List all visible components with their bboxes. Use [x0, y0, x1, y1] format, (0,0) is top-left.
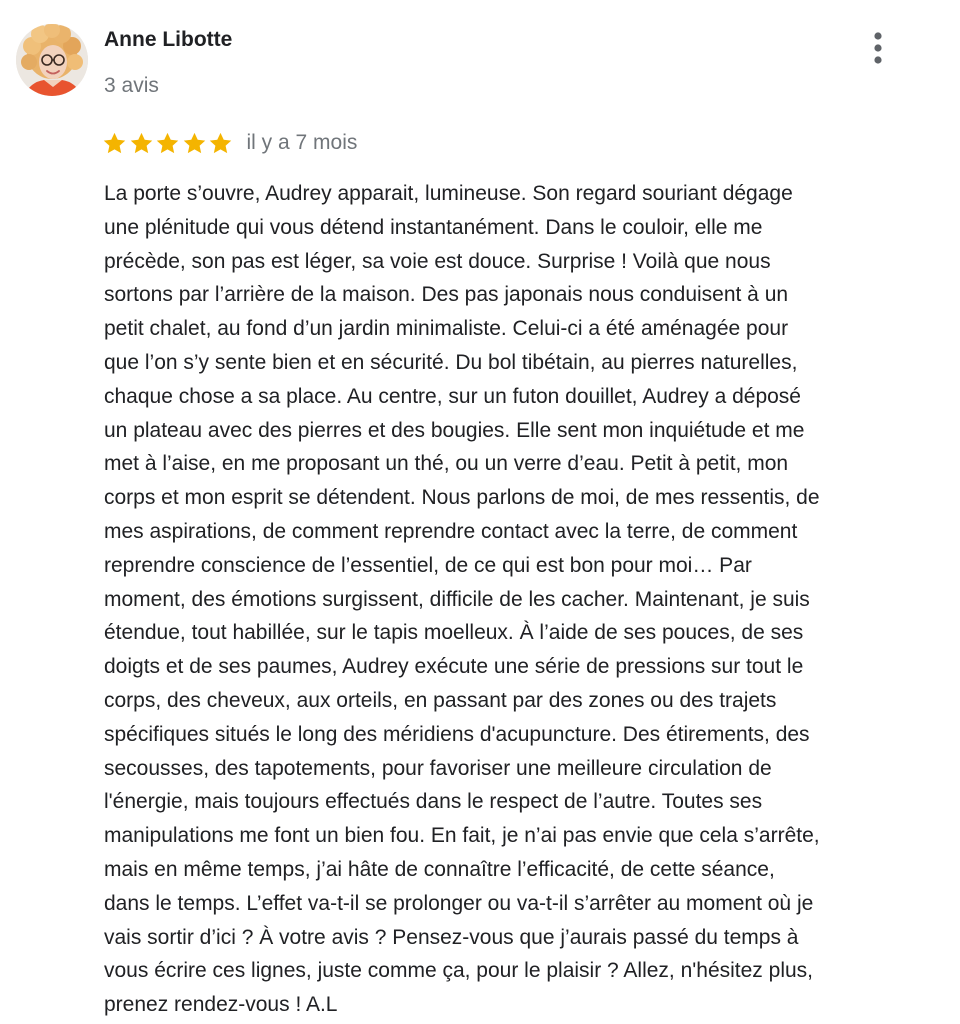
more-options-button[interactable]: [860, 28, 896, 68]
more-vertical-icon: [873, 31, 883, 65]
star-icon: [102, 131, 127, 156]
author-name[interactable]: Anne Libotte: [104, 28, 233, 51]
author-review-count[interactable]: 3 avis: [104, 74, 159, 97]
star-icon: [129, 131, 154, 156]
avatar-photo: [16, 24, 88, 96]
author-avatar[interactable]: [16, 24, 88, 96]
star-icon: [155, 131, 180, 156]
star-rating: [102, 131, 235, 156]
star-icon: [208, 131, 233, 156]
star-icon: [182, 131, 207, 156]
review-date: il y a 7 mois: [246, 131, 358, 154]
rating-row: [102, 128, 357, 158]
review-text: La porte s’ouvre, Audrey apparait, lumineuse. Son regard souriant dégage une plénitude qui vous détend instantanément. Dans le couloir, elle me précède, son pas est léger, sa voie est douce. Surprise ! Voilà que nous sortons par l’arrière de la maison. Des pas japonais nous conduisent à un petit chalet, au fond d’un jardin minimaliste. Celui-ci a été aménagée pour que l’on s’y sente bien et en sécurité. Du bol tibétain, au pierres naturelles, chaque chose a sa place. Au centre, sur un futon douillet, Audrey a déposé un plateau avec des pierres et des bougies. Elle sent mon inquiétude et me met à l’aise, en me proposant un thé, ou un verre d’eau. Petit à petit, mon corps et mon esprit se détendent. Nous parlons de moi, de mes ressentis, de mes aspirations, de comment reprendre contact avec la terre, de comment reprendre conscience de l’essentiel, de ce qui est bon pour moi… Par moment, des émotions surgissent, difficile de les cacher. Maintenant, je suis étendue, tout habillée, sur le tapis moelleux. À l’aide de ses pouces, de ses doigts et de ses paumes, Audrey exécute une série de pressions sur tout le corps, des cheveux, aux orteils, en passant par des zones ou des trajets spécifiques situés le long des méridiens d'acupuncture. Des étirements, des secousses, des tapotements, pour favoriser une meilleure circulation de l'énergie, mais toujours effectués dans le respect de l’autre. Toutes ses manipulations me font un bien fou. En fait, je n’ai pas envie que cela s’arrête, mais en même temps, j’ai hâte de connaître l’efficacité, de cette séance, dans le temps. L’effet va-t-il se prolonger ou va-t-il s’arrêter au moment où je vais sortir d’ici ? À votre avis ? Pensez-vous que j’aurais passé du temps à vous écrire ces lignes, juste comme ça, pour le plaisir ? Allez, n'hésitez plus, prenez rendez-vous ! A.L: [104, 182, 820, 1017]
